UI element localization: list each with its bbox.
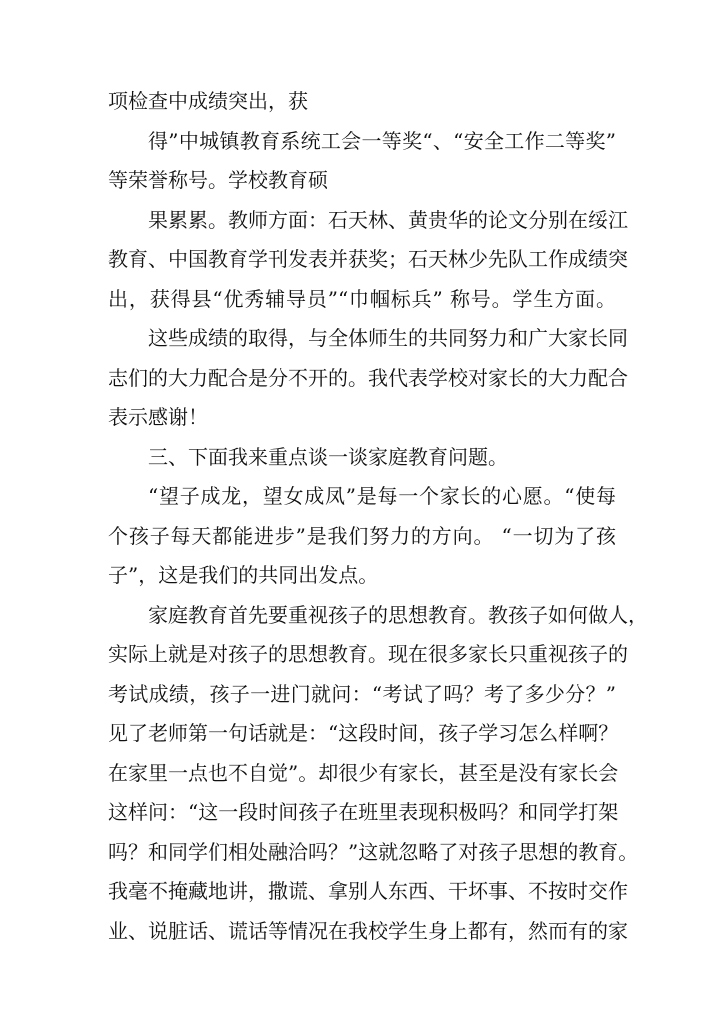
text-line: 等荣誉称号。学校教育硕 bbox=[108, 168, 328, 192]
text-line: 果累累。教师方面：石天林、黄贵华的论文分别在绥江 bbox=[148, 207, 628, 232]
text-line: 子”，这是我们的共同出发点。 bbox=[108, 563, 379, 587]
text-line: 考试成绩，孩子一进门就问：“考试了吗？考了多少分？” bbox=[108, 681, 616, 706]
text-line: 个孩子每天都能进步”是我们努力的方向。 “一切为了孩 bbox=[108, 523, 616, 548]
text-line: 见了老师第一句话就是：“这段时间，孩子学习怎么样啊？ bbox=[108, 721, 619, 745]
text-line: 吗？和同学们相处融洽吗？”这就忽略了对孩子思想的教育。 bbox=[108, 839, 639, 864]
text-line: 教育、中国教育学刊发表并获奖；石天林少先队工作成绩突 bbox=[108, 247, 628, 271]
text-line: 我毫不掩藏地讲，撒谎、拿别人东西、干坏事、不按时交作 bbox=[108, 879, 628, 903]
text-line: “望子成龙，望女成凤”是每一个家长的心愿。“使每 bbox=[148, 484, 616, 508]
document-body bbox=[108, 82, 648, 951]
text-line: 出，获得县“优秀辅导员”“巾帼标兵” 称号。学生方面。 bbox=[108, 286, 616, 311]
text-line: 业、说脏话、谎话等情况在我校学生身上都有，然而有的家 bbox=[108, 918, 628, 943]
text-line: 得”中城镇教育系统工会一等奖“、“安全工作二等奖” bbox=[148, 128, 616, 153]
text-line: 表示感谢！ bbox=[108, 405, 208, 429]
text-line: 这些成绩的取得，与全体师生的共同努力和广大家长同 bbox=[148, 326, 628, 350]
text-line: 志们的大力配合是分不开的。我代表学校对家长的大力配合 bbox=[108, 365, 628, 390]
text-line: 实际上就是对孩子的思想教育。现在很多家长只重视孩子的 bbox=[108, 642, 628, 666]
text-line: 这样问：“这一段时间孩子在班里表现积极吗？和同学打架 bbox=[108, 800, 619, 824]
text-line: 三、下面我来重点谈一谈家庭教育问题。 bbox=[148, 444, 508, 469]
text-line: 家庭教育首先要重视孩子的思想教育。教孩子如何做人， bbox=[148, 602, 648, 627]
text-line: 在家里一点也不自觉”。却很少有家长，甚至是没有家长会 bbox=[108, 760, 619, 785]
text-line: 项检查中成绩突出，获 bbox=[108, 89, 308, 113]
